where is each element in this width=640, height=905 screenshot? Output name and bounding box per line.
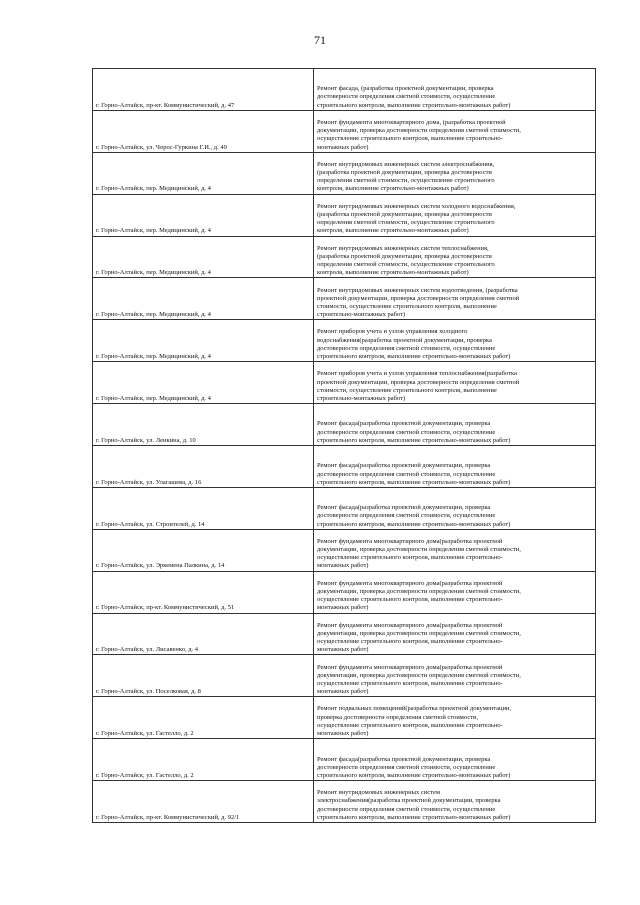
work-description-cell [314, 655, 596, 697]
description-line [317, 77, 592, 85]
description-line: Ремонт фасада(разработка проектной документации, проверка [317, 755, 491, 763]
description-line [317, 454, 592, 462]
description-line: строительного контроля, выполнение строительно-монтажных работ) [317, 520, 511, 528]
description-line: монтажных работ) [317, 688, 369, 696]
description-line: водоснабжения(разработка проектной документации, проверка [317, 336, 492, 344]
table-row [93, 529, 596, 571]
description-line: достоверности определения сметной стоимости, осуществление [317, 428, 496, 436]
address-cell: г. Горно-Алтайск, ул. Эркемена Палкина, д. 14 [93, 529, 314, 571]
table-row [93, 362, 596, 404]
description-line: проектной документации, проверка достоверности определения сметной [317, 294, 520, 302]
work-description-cell [314, 739, 596, 781]
description-line: определения сметной стоимости, осуществление строительного [317, 177, 495, 185]
description-line: проверка достоверности определения сметной стоимости, [317, 713, 479, 721]
description-line [317, 412, 592, 420]
address-cell: г. Горно-Алтайск, ул. Поселковая, д. 8 [93, 655, 314, 697]
description-line: Ремонт фасада(разработка проектной документации, проверка [317, 504, 491, 512]
description-line: электроснабжения(разработка проектной документации, проверка [317, 797, 501, 805]
work-description-cell [314, 446, 596, 488]
description-line: (разработка проектной документации, проверка достоверности [317, 210, 492, 218]
work-description-cell [314, 697, 596, 739]
description-line: проектной документации, проверка достоверности определения сметной [317, 378, 520, 386]
description-line: строительно-монтажных работ) [317, 311, 406, 319]
address-cell: г. Горно-Алтайск, пер. Медицинский, д. 4 [93, 152, 314, 194]
table-row [93, 278, 596, 320]
description-line: Ремонт фундамента многоквартирного дома(разработка проектной [317, 663, 503, 671]
table-row [93, 110, 596, 152]
description-line: документации, проверка достоверности определения сметной стоимости, [317, 127, 521, 135]
table-row [93, 739, 596, 781]
work-description-cell [314, 487, 596, 529]
work-description-cell [314, 613, 596, 655]
description-line: строительного контроля, выполнение строительно-монтажных работ) [317, 813, 511, 821]
table-row [93, 320, 596, 362]
description-line: монтажных работ) [317, 604, 369, 612]
description-line: достоверности определения сметной стоимости, осуществление [317, 763, 496, 771]
description-line: осуществление строительного контроля, выполнение строительно- [317, 135, 503, 143]
description-line [317, 496, 592, 504]
table-row [93, 697, 596, 739]
description-line: документации, проверка достоверности определения сметной стоимости, [317, 546, 521, 554]
address-cell: г. Горно-Алтайск, пер. Медицинский, д. 4 [93, 194, 314, 236]
description-line: осуществление строительного контроля, выполнение строительно- [317, 721, 503, 729]
address-cell: г. Горно-Алтайск, пер. Медицинский, д. 4 [93, 320, 314, 362]
description-line: документации, проверка достоверности определения сметной стоимости, [317, 587, 521, 595]
description-line: монтажных работ) [317, 730, 369, 738]
description-line: достоверности определения сметной стоимости, осуществление [317, 470, 496, 478]
description-line: Ремонт фундамента многоквартирного дома(разработка проектной [317, 579, 503, 587]
table-row [93, 152, 596, 194]
description-line: Ремонт внутридомовых инженерных систем [317, 789, 440, 797]
work-description-cell [314, 320, 596, 362]
table-row [93, 194, 596, 236]
works-table [92, 68, 596, 823]
description-line: осуществление строительного контроля, выполнение строительно- [317, 679, 503, 687]
description-line: (разработка проектной документации, проверка достоверности [317, 252, 492, 260]
address-cell: г. Горно-Алтайск, ул. Улагашева, д. 16 [93, 446, 314, 488]
description-line: определения сметной стоимости, осуществление строительного [317, 219, 495, 227]
address-cell: г. Горно-Алтайск, пр-кт. Коммунистический, д. 92/1 [93, 781, 314, 823]
work-description-cell [314, 69, 596, 111]
description-line: строительного контроля, выполнение строительно-монтажных работ) [317, 478, 511, 486]
work-description-cell [314, 236, 596, 278]
description-line: строительного контроля, выполнение строительно-монтажных работ) [317, 771, 511, 779]
description-line: осуществление строительного контроля, выполнение строительно- [317, 596, 503, 604]
address-cell: г. Горно-Алтайск, пер. Медицинский, д. 4 [93, 278, 314, 320]
table-row [93, 446, 596, 488]
description-line: строительного контроля, выполнение строительно-монтажных работ) [317, 436, 511, 444]
description-line: достоверности определения сметной стоимости, осуществление [317, 805, 496, 813]
table-row [93, 236, 596, 278]
works-table-body [93, 69, 596, 823]
description-line: монтажных работ) [317, 143, 369, 151]
table-row [93, 571, 596, 613]
table-row [93, 404, 596, 446]
work-description-cell [314, 110, 596, 152]
description-line: стоимости, осуществление строительного контроля, выполнение [317, 302, 497, 310]
table-row [93, 487, 596, 529]
table-row [93, 613, 596, 655]
description-line: (разработка проектной документации, проверка достоверности [317, 169, 492, 177]
description-line: Ремонт приборов учета и узлов управления холодного [317, 328, 468, 336]
description-line: Ремонт подвальных помещений(разработка проектной документации, [317, 705, 512, 713]
description-line: документации, проверка достоверности определения сметной стоимости, [317, 629, 521, 637]
description-line: осуществление строительного контроля, выполнение строительно- [317, 554, 503, 562]
address-cell: г. Горно-Алтайск, пр-кт. Коммунистический, д. 47 [93, 69, 314, 111]
address-cell: г. Горно-Алтайск, ул. Ленкина, д. 10 [93, 404, 314, 446]
work-description-cell [314, 529, 596, 571]
description-line: Ремонт внутридомовых инженерных систем электроснабжения, [317, 160, 495, 168]
address-cell: г. Горно-Алтайск, ул. Гастелло, д. 2 [93, 739, 314, 781]
description-line [317, 747, 592, 755]
work-description-cell [314, 362, 596, 404]
table-row [93, 655, 596, 697]
description-line: Ремонт фундамента многоквартирного дома(разработка проектной [317, 537, 503, 545]
description-line: Ремонт фасада(разработка проектной документации, проверка [317, 462, 491, 470]
description-line: Ремонт фундамента многоквартирного дома, (разработка проектной [317, 118, 506, 126]
address-cell: г. Горно-Алтайск, ул. Гастелло, д. 2 [93, 697, 314, 739]
description-line: документации, проверка достоверности определения сметной стоимости, [317, 671, 521, 679]
description-line: Ремонт внутридомовых инженерных систем холодного водоснабжения, [317, 202, 516, 210]
description-line: монтажных работ) [317, 562, 369, 570]
description-line: Ремонт фасада, (разработка проектной документации, проверка [317, 85, 494, 93]
address-cell: г. Горно-Алтайск, пер. Медицинский, д. 4 [93, 362, 314, 404]
description-line: определения сметной стоимости, осуществление строительного [317, 261, 495, 269]
description-line: осуществление строительного контроля, выполнение строительно- [317, 638, 503, 646]
address-cell: г. Горно-Алтайск, ул. Лисавенко, д. 4 [93, 613, 314, 655]
description-line: стоимости, осуществление строительного контроля, выполнение [317, 386, 497, 394]
work-description-cell [314, 781, 596, 823]
work-description-cell [314, 278, 596, 320]
work-description-cell [314, 404, 596, 446]
table-row [93, 69, 596, 111]
description-line: Ремонт внутридомовых инженерных систем теплоснабжения, [317, 244, 489, 252]
address-cell: г. Горно-Алтайск, ул. Чорос-Гуркина Г.И., д. 49 [93, 110, 314, 152]
work-description-cell [314, 194, 596, 236]
description-line: контроля, выполнение строительно-монтажных работ) [317, 269, 469, 277]
description-line: Ремонт приборов учета и узлов управления теплоснабжения(разработка [317, 370, 517, 378]
description-line: достоверности определения сметной стоимости, осуществление [317, 93, 496, 101]
description-line: контроля, выполнение строительно-монтажных работ) [317, 227, 469, 235]
description-line: достоверности определения сметной стоимости, осуществление [317, 512, 496, 520]
description-line: контроля, выполнение строительно-монтажных работ) [317, 185, 469, 193]
description-line: строительного контроля, выполнение строительно-монтажных работ) [317, 353, 511, 361]
work-description-cell [314, 571, 596, 613]
description-line: Ремонт фасада(разработка проектной документации, проверка [317, 420, 491, 428]
work-description-cell [314, 152, 596, 194]
address-cell: г. Горно-Алтайск, пр-кт. Коммунистический, д. 51 [93, 571, 314, 613]
table-row [93, 781, 596, 823]
description-line: монтажных работ) [317, 646, 369, 654]
page-number: 71 [314, 33, 326, 47]
description-line: Ремонт внутридомовых инженерных систем водоотведения, (разработка [317, 286, 518, 294]
address-cell: г. Горно-Алтайск, пер. Медицинский, д. 4 [93, 236, 314, 278]
address-cell: г. Горно-Алтайск, ул. Строителей, д. 14 [93, 487, 314, 529]
description-line: строительно-монтажных работ) [317, 394, 406, 402]
description-line: достоверности определения сметной стоимости, осуществление [317, 344, 496, 352]
description-line: строительного контроля, выполнение строительно-монтажных работ) [317, 101, 511, 109]
description-line: Ремонт фундамента многоквартирного дома(разработка проектной [317, 621, 503, 629]
